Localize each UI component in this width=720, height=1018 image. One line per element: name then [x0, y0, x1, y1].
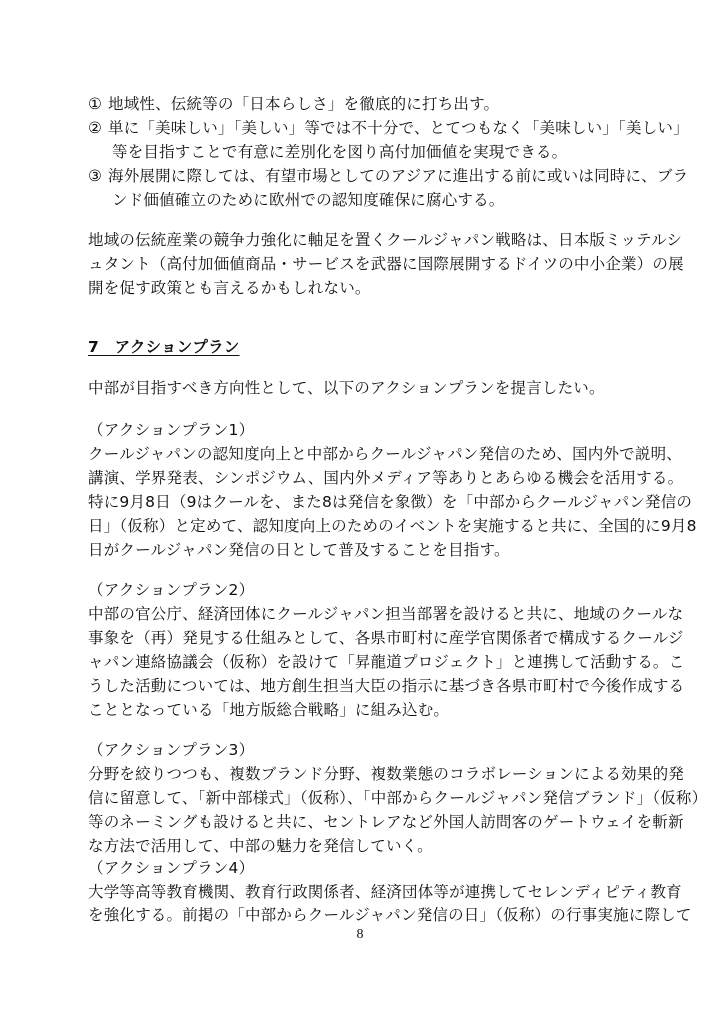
plan-line — [0, 514, 720, 538]
plan-line — [0, 602, 720, 626]
plan-line — [0, 674, 720, 698]
plan-line — [0, 810, 720, 834]
plan-text: うした活動については、地方創生担当大臣の指示に基づき各県市町村で今後作成する — [88, 677, 685, 695]
list-text: 等を目指すことで有意に差別化を図り高付加価値を実現できる。 — [112, 143, 568, 161]
plan-text: 講演、学界発表、シンポジウム、国内外メディア等ありとあらゆる機会を活用する。 — [88, 469, 684, 487]
list-item — [0, 164, 720, 188]
list-text: ンド価値確立のために欧州での認知度確保に腐心する。 — [112, 191, 505, 209]
list-marker: ① — [88, 95, 103, 113]
list-text: 地域性、伝統等の「日本らしさ」を徹底的に打ち出す。 — [108, 95, 500, 113]
plan-line — [0, 786, 720, 810]
paragraph-text: 地域の伝統産業の競争力強化に軸足を置くクールジャパン戦略は、日本版ミッテルシ — [88, 231, 683, 249]
plan-line — [0, 490, 720, 514]
paragraph-text: 開を促す政策とも言えるかもしれない。 — [88, 279, 371, 297]
plan-line — [0, 903, 720, 927]
paragraph-line — [0, 252, 720, 276]
plan-text: を強化する。前掲の「中部からクールジャパン発信の日」（仮称）の行事実施に際して — [88, 906, 692, 924]
plan-line — [0, 698, 720, 722]
list-item-continuation — [0, 188, 720, 212]
plan-line — [0, 626, 720, 650]
plan-line — [0, 880, 720, 904]
plan-text: な方法で活用して、中部の魅力を発信していく。 — [88, 837, 433, 855]
plan-text: 分野を絞りつつも、複数ブランド分野、複数業態のコラボレーションによる効果的発 — [88, 765, 684, 783]
plan-line — [0, 538, 720, 562]
paragraph-line — [0, 228, 720, 252]
plan-line — [0, 834, 720, 858]
paragraph-text: ュタント（高付加価値商品・サービスを武器に国際展開するドイツの中小企業）の展 — [88, 255, 684, 273]
plan-line — [0, 442, 720, 466]
list-marker: ③ — [88, 167, 103, 185]
plan-text: 特に9月8日（9はクールを、また8は発信を象徴）を「中部からクールジャパン発信の — [88, 493, 693, 511]
plan-title: （アクションプラン3） — [88, 741, 255, 759]
plan-line — [0, 650, 720, 674]
list-text: 単に「美味しい」「美しい」等では不十分で、とてつもなく「美味しい」「美しい」 — [108, 119, 689, 137]
plan-text: 大学等高等教育機関、教育行政関係者、経済団体等が連携してセレンディピティ教育 — [88, 883, 682, 901]
list-item — [0, 92, 720, 116]
plan-text: 中部の官公庁、経済団体にクールジャパン担当部署を設けると共に、地域のクールな — [88, 605, 684, 623]
plan-text: 事象を（再）発見する仕組みとして、各県市町村に産学官関係者で構成するクールジ — [88, 629, 684, 647]
intro-text: 中部が目指すべき方向性として、以下のアクションプランを提言したい。 — [88, 379, 605, 397]
section-heading: 7 アクションプラン — [88, 338, 240, 356]
page-number: 8 — [356, 927, 364, 942]
plan-title: （アクションプラン2） — [88, 581, 255, 599]
plan-text: クールジャパンの認知度向上と中部からクールジャパン発信のため、国内外で説明、 — [88, 445, 682, 463]
plan-text: こととなっている「地方版総合戦略」に組み込む。 — [88, 701, 450, 719]
plan-line — [0, 466, 720, 490]
plan-title-row — [0, 856, 720, 880]
section-heading-row — [0, 335, 720, 359]
paragraph-line — [0, 276, 720, 300]
list-item — [0, 116, 720, 140]
plan-title: （アクションプラン1） — [88, 421, 255, 439]
plan-text: 信に留意して、「新中部様式」（仮称）、「中部からクールジャパン発信ブランド」（仮称） — [88, 789, 708, 807]
plan-text: ャパン連絡協議会（仮称）を設けて「昇龍道プロジェクト」と連携して活動する。こ — [88, 653, 685, 671]
list-text: 海外展開に際しては、有望市場としてのアジアに進出する前に或いは同時に、ブラ — [108, 167, 689, 185]
plan-title-row — [0, 418, 720, 442]
plan-text: 日」（仮称）と定めて、認知度向上のためのイベントを実施すると共に、全国的に9月8 — [88, 517, 697, 535]
list-item-continuation — [0, 140, 720, 164]
plan-text: 等のネーミングも設けると共に、セントレアなど外国人訪問客のゲートウェイを斬新 — [88, 813, 684, 831]
plan-title: （アクションプラン4） — [88, 859, 255, 877]
plan-title-row — [0, 738, 720, 762]
plan-text: 日がクールジャパン発信の日として普及することを目指す。 — [88, 541, 510, 559]
list-marker: ② — [88, 119, 103, 137]
intro-line — [0, 376, 720, 400]
plan-title-row — [0, 578, 720, 602]
plan-line — [0, 762, 720, 786]
